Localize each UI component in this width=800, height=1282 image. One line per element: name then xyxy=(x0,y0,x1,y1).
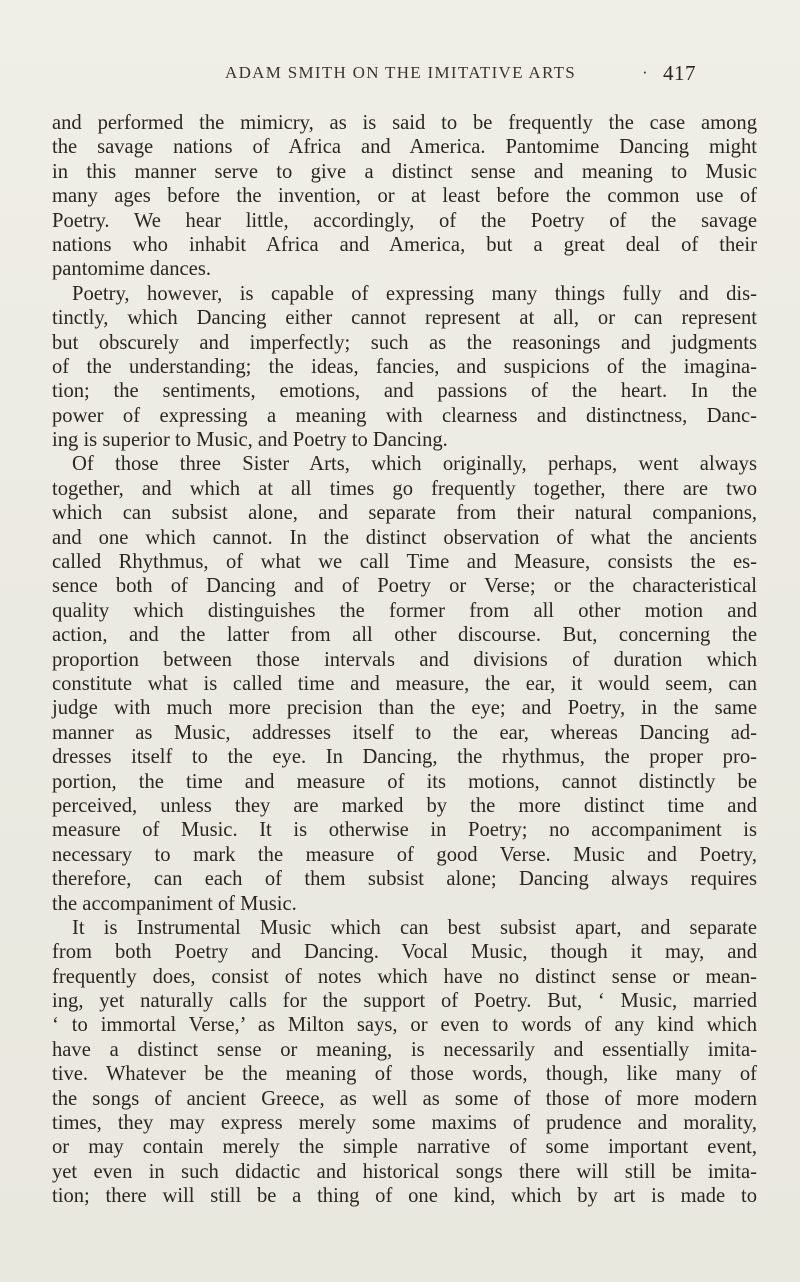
text-line: yet even in such didactic and historical songs there will still be imita- xyxy=(52,1160,757,1183)
paragraph-end-line: the accompaniment of Music. xyxy=(52,892,297,915)
text-line: times, they may express merely some maxims of prudence and morality, xyxy=(52,1112,757,1135)
text-line: in this manner serve to give a distinct sense and meaning to Music xyxy=(52,160,757,183)
body-text xyxy=(52,111,757,1209)
text-line: tinctly, which Dancing either cannot represent at all, or can represent xyxy=(52,307,757,330)
text-line: together, and which at all times go frequently together, there are two xyxy=(52,477,757,500)
paragraph-first-line: It is Instrumental Music which can best subsist apart, and separate xyxy=(72,916,757,939)
text-line: from both Poetry and Dancing. Vocal Music, though it may, and xyxy=(52,941,757,964)
paragraph-end-line: ing is superior to Music, and Poetry to Dancing. xyxy=(52,429,448,452)
paragraph-end-line: pantomime dances. xyxy=(52,258,211,281)
text-line: perceived, unless they are marked by the more distinct time and xyxy=(52,794,757,817)
header-separator: · xyxy=(642,63,648,82)
text-line: tive. Whatever be the meaning of those words, though, like many of xyxy=(52,1063,757,1086)
running-head xyxy=(225,63,695,89)
text-line: action, and the latter from all other discourse. But, concerning the xyxy=(52,624,757,647)
text-line: therefore, can each of them subsist alone; Dancing always requires xyxy=(52,868,757,891)
text-line: portion, the time and measure of its motions, cannot distinctly be xyxy=(52,770,757,793)
text-line: dresses itself to the eye. In Dancing, the rhythmus, the proper pro- xyxy=(52,746,757,769)
text-line: proportion between those intervals and divisions of duration which xyxy=(52,648,757,671)
text-line: have a distinct sense or meaning, is necessarily and essentially imita- xyxy=(52,1038,757,1061)
paragraph-first-line: Of those three Sister Arts, which originally, perhaps, went always xyxy=(72,453,757,476)
text-line: tion; there will still be a thing of one kind, which by art is made to xyxy=(52,1185,757,1208)
text-line: measure of Music. It is otherwise in Poetry; no accompaniment is xyxy=(52,819,757,842)
text-line: sence both of Dancing and of Poetry or Verse; or the characteristical xyxy=(52,575,757,598)
text-line: tion; the sentiments, emotions, and passions of the heart. In the xyxy=(52,380,757,403)
text-line: Poetry. We hear little, accordingly, of the Poetry of the savage xyxy=(52,209,757,232)
text-line: ‘ to immortal Verse,’ as Milton says, or even to words of any kind which xyxy=(52,1014,757,1037)
text-line: called Rhythmus, of what we call Time and Measure, consists the es- xyxy=(52,551,757,574)
text-line: ing, yet naturally calls for the support of Poetry. But, ‘ Music, married xyxy=(52,990,757,1013)
text-line: constitute what is called time and measure, the ear, it would seem, can xyxy=(52,672,757,695)
text-line: many ages before the invention, or at least before the common use of xyxy=(52,185,757,208)
text-line: the songs of ancient Greece, as well as some of those of more modern xyxy=(52,1087,757,1110)
text-line: and one which cannot. In the distinct observation of what the ancients xyxy=(52,526,757,549)
paragraph-first-line: Poetry, however, is capable of expressing many things fully and dis- xyxy=(72,282,757,305)
text-line: of the understanding; the ideas, fancies, and suspicions of the imagina- xyxy=(52,355,757,378)
text-line: which can subsist alone, and separate from their natural companions, xyxy=(52,502,757,525)
text-line: necessary to mark the measure of good Verse. Music and Poetry, xyxy=(52,843,757,866)
text-line: manner as Music, addresses itself to the ear, whereas Dancing ad- xyxy=(52,721,757,744)
text-line: but obscurely and imperfectly; such as the reasonings and judgments xyxy=(52,331,757,354)
text-line: judge with much more precision than the eye; and Poetry, in the same xyxy=(52,697,757,720)
running-title: ADAM SMITH ON THE IMITATIVE ARTS xyxy=(225,63,577,82)
page-number: 417 xyxy=(663,61,696,85)
text-line: frequently does, consist of notes which have no distinct sense or mean- xyxy=(52,965,757,988)
text-line: and performed the mimicry, as is said to be frequently the case among xyxy=(52,112,757,134)
text-line: quality which distinguishes the former from all other motion and xyxy=(52,599,757,622)
text-line: or may contain merely the simple narrative of some important event, xyxy=(52,1136,757,1159)
text-line: power of expressing a meaning with clearness and distinctness, Danc- xyxy=(52,404,757,427)
text-line: nations who inhabit Africa and America, but a great deal of their xyxy=(52,233,757,256)
text-line: the savage nations of Africa and America. Pantomime Dancing might xyxy=(52,136,757,159)
